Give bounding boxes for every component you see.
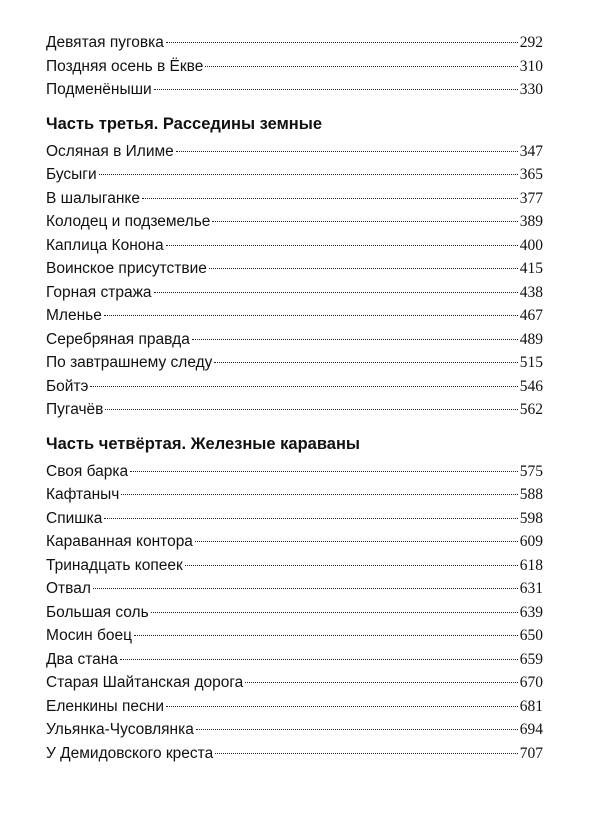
- toc-entry[interactable]: [46, 530, 543, 554]
- toc-entry[interactable]: [46, 375, 543, 399]
- toc-entry-page: 707: [519, 744, 543, 762]
- dot-leader: [99, 174, 518, 175]
- toc-entry-title: Осляная в Илиме: [46, 142, 174, 160]
- dot-leader: [185, 565, 518, 566]
- dot-leader: [209, 268, 518, 269]
- dot-leader: [154, 292, 518, 293]
- toc-entry-page: 310: [519, 57, 543, 75]
- toc-entry-title: Пугачёв: [46, 401, 104, 418]
- dot-leader: [120, 659, 518, 660]
- toc-entry[interactable]: [46, 163, 543, 187]
- table-of-contents: [46, 31, 543, 765]
- toc-entry[interactable]: [46, 601, 543, 625]
- dot-leader: [104, 518, 517, 519]
- toc-entry-title: Воинское присутствие: [46, 260, 207, 277]
- toc-entry[interactable]: [46, 351, 543, 375]
- dot-leader: [212, 221, 517, 222]
- toc-entry[interactable]: [46, 718, 543, 742]
- dot-leader: [196, 729, 518, 730]
- toc-entry-page: 347: [519, 142, 543, 160]
- toc-entry-title: Караванная контора: [46, 533, 193, 550]
- toc-entry-page: 377: [519, 189, 543, 207]
- toc-entry-page: 639: [519, 603, 543, 621]
- toc-entry-title: Еленкины песни: [46, 697, 164, 715]
- toc-entry-page: 489: [519, 330, 543, 348]
- toc-entry-page: 546: [519, 377, 543, 395]
- toc-entry-title: Подменёныши: [46, 81, 152, 98]
- toc-entry-page: 598: [519, 509, 543, 527]
- toc-entry-page: 575: [519, 462, 543, 480]
- toc-entry[interactable]: [46, 31, 543, 55]
- toc-entry[interactable]: [46, 742, 543, 766]
- toc-entry-title: Бусыги: [46, 166, 97, 183]
- toc-entry[interactable]: [46, 304, 543, 328]
- toc-entry[interactable]: [46, 483, 543, 507]
- toc-entry-title: Каплица Конона: [46, 236, 164, 254]
- toc-entry[interactable]: [46, 624, 543, 648]
- toc-entry-title: По завтрашнему следу: [46, 354, 213, 371]
- toc-entry-title: Кафтаныч: [46, 486, 120, 503]
- toc-entry-page: 330: [519, 81, 543, 98]
- toc-entry[interactable]: [46, 507, 543, 531]
- toc-entry[interactable]: [46, 671, 543, 695]
- section-heading-part-four[interactable]: Часть четвёртая. Железные караваны: [46, 434, 361, 453]
- toc-entry-title: Тринадцать копеек: [46, 556, 183, 574]
- toc-entry-page: 389: [519, 213, 543, 230]
- toc-entry[interactable]: [46, 78, 543, 102]
- toc-entry-page: 438: [519, 283, 543, 301]
- toc-entry-title: Мленье: [46, 307, 102, 324]
- toc-entry-page: 467: [519, 307, 543, 324]
- toc-entry-page: 415: [519, 260, 543, 277]
- toc-entry-title: Серебряная правда: [46, 330, 190, 348]
- toc-entry-page: 609: [519, 533, 543, 550]
- toc-entry-title: Старая Шайтанская дорога: [46, 674, 244, 691]
- dot-leader: [134, 635, 518, 636]
- dot-leader: [104, 315, 518, 316]
- toc-entry-title: Поздняя осень в Ёкве: [46, 57, 204, 75]
- toc-entry[interactable]: [46, 187, 543, 211]
- toc-entry[interactable]: [46, 460, 543, 484]
- toc-entry-page: 631: [519, 580, 543, 597]
- dot-leader: [90, 386, 517, 387]
- toc-entry[interactable]: [46, 234, 543, 258]
- dot-leader: [154, 89, 518, 90]
- dot-leader: [93, 588, 518, 589]
- toc-entry-page: 365: [519, 166, 543, 183]
- toc-entry-page: 670: [519, 674, 543, 691]
- toc-entry[interactable]: [46, 554, 543, 578]
- toc-entry-page: 650: [519, 627, 543, 644]
- toc-entry[interactable]: [46, 210, 543, 234]
- dot-leader: [215, 753, 518, 754]
- toc-entry[interactable]: [46, 55, 543, 79]
- toc-entry-page: 681: [519, 697, 543, 715]
- toc-entry-title: Два стана: [46, 650, 118, 668]
- dot-leader: [214, 362, 517, 363]
- toc-entry[interactable]: [46, 328, 543, 352]
- section-heading-part-three[interactable]: Часть третья. Расседины земные: [46, 114, 323, 133]
- toc-entry-page: 659: [519, 650, 543, 668]
- toc-entry-title: Девятая пуговка: [46, 34, 164, 51]
- dot-leader: [105, 409, 517, 410]
- dot-leader: [130, 471, 518, 472]
- toc-entry[interactable]: [46, 577, 543, 601]
- toc-entry-title: У Демидовского креста: [46, 744, 214, 762]
- dot-leader: [245, 682, 517, 683]
- toc-entry-title: Ульянка-Чусовлянка: [46, 721, 194, 738]
- dot-leader: [151, 612, 518, 613]
- toc-entry-page: 562: [519, 401, 543, 418]
- toc-entry[interactable]: [46, 695, 543, 719]
- toc-entry[interactable]: [46, 648, 543, 672]
- toc-entry-page: 618: [519, 556, 543, 574]
- toc-entry-title: Спишка: [46, 509, 103, 527]
- toc-entry-title: Бойтэ: [46, 377, 89, 395]
- dot-leader: [192, 339, 518, 340]
- toc-entry[interactable]: [46, 398, 543, 422]
- toc-entry-page: 515: [519, 354, 543, 371]
- dot-leader: [195, 541, 518, 542]
- toc-entry[interactable]: [46, 140, 543, 164]
- dot-leader: [166, 245, 518, 246]
- toc-entry-page: 694: [519, 721, 543, 738]
- dot-leader: [121, 494, 517, 495]
- dot-leader: [166, 42, 518, 43]
- toc-entry-title: Своя барка: [46, 462, 129, 480]
- toc-entry-title: Колодец и подземелье: [46, 213, 211, 230]
- toc-entry-title: Отвал: [46, 580, 91, 597]
- toc-entry-title: Большая соль: [46, 603, 149, 621]
- toc-entry[interactable]: [46, 281, 543, 305]
- toc-entry[interactable]: [46, 257, 543, 281]
- toc-entry-page: 292: [519, 34, 543, 51]
- toc-entry-page: 400: [519, 236, 543, 254]
- dot-leader: [142, 198, 518, 199]
- dot-leader: [176, 151, 518, 152]
- dot-leader: [205, 66, 517, 67]
- toc-entry-title: Мосин боец: [46, 627, 132, 644]
- toc-entry-title: В шалыганке: [46, 189, 140, 207]
- toc-entry-page: 588: [519, 486, 543, 503]
- dot-leader: [166, 706, 518, 707]
- toc-entry-title: Горная стража: [46, 283, 152, 301]
